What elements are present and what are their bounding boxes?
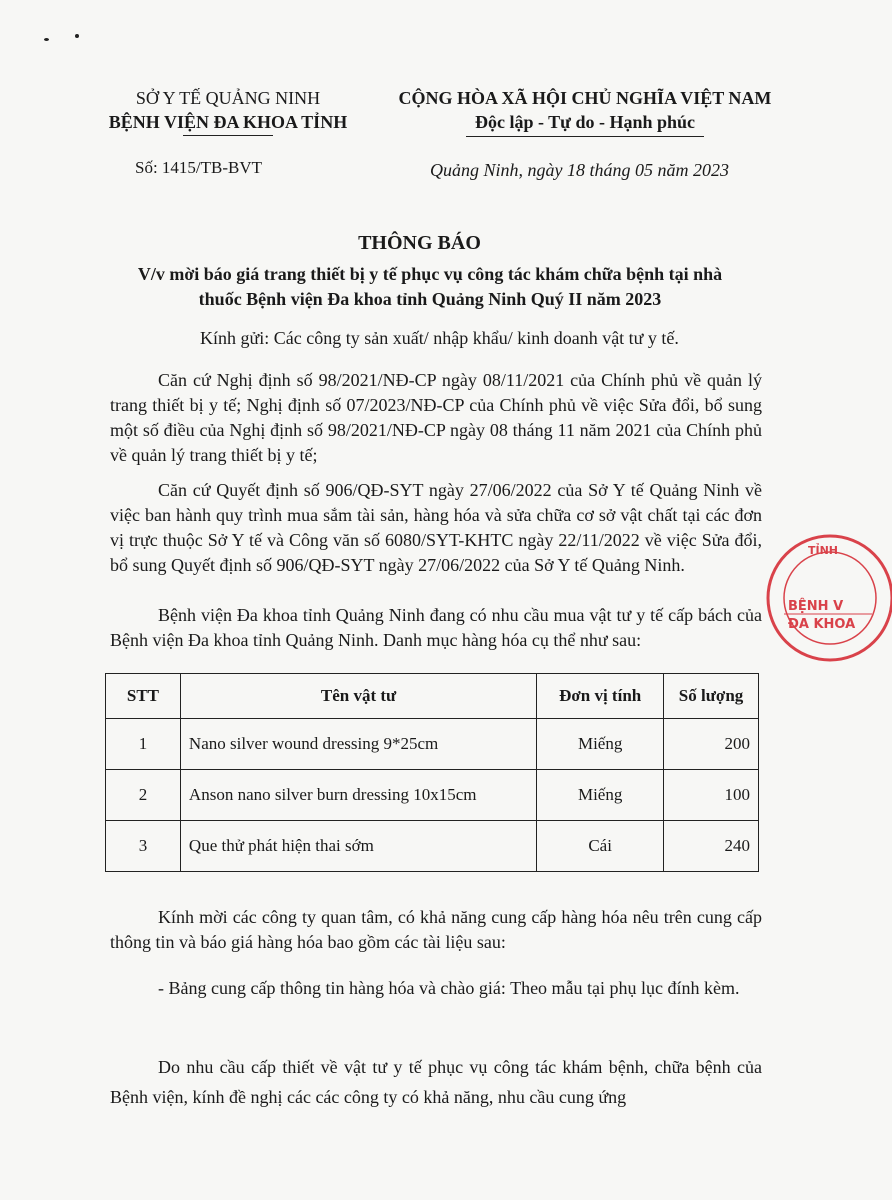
cell-unit: Miếng	[537, 770, 664, 821]
document-number: Số: 1415/TB-BVT	[135, 158, 263, 177]
document-date: Quảng Ninh, ngày 18 tháng 05 năm 2023	[430, 160, 729, 180]
stamp-text-line1: BỆNH V	[788, 599, 844, 614]
scan-mark	[44, 38, 49, 41]
paragraph-attachment: - Bảng cung cấp thông tin hàng hóa và chào giá: Theo mẫu tại phụ lục đính kèm.	[158, 978, 740, 998]
motto-underline	[466, 136, 704, 137]
scan-mark	[75, 34, 79, 38]
table-row	[106, 770, 759, 821]
stamp-text-top: TỈNH	[808, 544, 839, 557]
agency-underline	[183, 135, 273, 136]
document-subtitle: V/v mời báo giá trang thiết bị y tế phục vụ công tác khám chữa bệnh tại nhà thuốc Bệnh viện Đa khoa tỉnh Quảng Ninh Quý II năm 2023	[137, 264, 723, 309]
cell-qty: 100	[664, 770, 759, 821]
col-header-stt: STT	[106, 674, 181, 719]
cell-qty: 240	[664, 821, 759, 872]
cell-qty: 200	[664, 719, 759, 770]
cell-name: Que thử phát hiện thai sớm	[180, 821, 536, 872]
national-title: CỘNG HÒA XÃ HỘI CHỦ NGHĨA VIỆT NAM	[398, 88, 772, 108]
cell-stt: 2	[106, 770, 181, 821]
official-stamp-icon	[762, 518, 892, 678]
agency-parent: SỞ Y TẾ QUẢNG NINH	[135, 88, 321, 108]
cell-unit: Cái	[537, 821, 664, 872]
col-header-qty: Số lượng	[664, 674, 759, 719]
cell-name: Anson nano silver burn dressing 10x15cm	[180, 770, 536, 821]
col-header-name: Tên vật tư	[180, 674, 536, 719]
items-table	[105, 673, 759, 872]
table-row	[106, 821, 759, 872]
paragraph-invitation: Kính mời các công ty quan tâm, có khả năng cung cấp hàng hóa nêu trên cung cấp thông tin và báo giá hàng hóa bao gồm các tài liệu sau:	[110, 907, 762, 952]
cell-name: Nano silver wound dressing 9*25cm	[180, 719, 536, 770]
cell-stt: 3	[106, 821, 181, 872]
national-motto: Độc lập - Tự do - Hạnh phúc	[474, 112, 696, 132]
document-title: THÔNG BÁO	[358, 232, 481, 254]
agency-name: BỆNH VIỆN ĐA KHOA TỈNH	[108, 112, 348, 132]
agency-header	[88, 86, 368, 134]
paragraph-need: Bệnh viện Đa khoa tỉnh Quảng Ninh đang có nhu cầu mua vật tư y tế cấp bách của Bệnh viện Đa khoa tỉnh Quảng Ninh. Danh mục hàng hóa cụ thể như sau:	[110, 605, 762, 650]
national-header	[380, 86, 790, 134]
paragraph-legal-basis-2: Căn cứ Quyết định số 906/QĐ-SYT ngày 27/06/2022 của Sở Y tế Quảng Ninh về việc ban hành quy trình mua sắm tài sản, hàng hóa và sửa chữa cơ sở vật chất tại các đơn vị trực thuộc Sở Y tế và Công văn số 6080/SYT-KHTC ngày 22/11/2022 về việc Sửa đổi, bổ sung Quyết định số 906/QĐ-SYT ngày 27/06/2022 của Sở Y tế Quảng Ninh.	[110, 480, 762, 575]
cell-unit: Miếng	[537, 719, 664, 770]
table-row	[106, 719, 759, 770]
cell-stt: 1	[106, 719, 181, 770]
paragraph-legal-basis-1: Căn cứ Nghị định số 98/2021/NĐ-CP ngày 08/11/2021 của Chính phủ về quản lý trang thiết bị y tế; Nghị định số 07/2023/NĐ-CP của Chính phủ về việc Sửa đổi, bổ sung một số điều của Nghị định số 98/2021/NĐ-CP ngày 08 tháng 11 năm 2021 của Chính phủ về quản lý trang thiết bị y tế;	[110, 370, 762, 465]
stamp-text-line2: ĐA KHOA	[788, 617, 856, 632]
table-header-row	[106, 674, 759, 719]
paragraph-request: Do nhu cầu cấp thiết về vật tư y tế phục vụ công tác khám bệnh, chữa bệnh của Bệnh viện, kính đề nghị các các công ty có khả năng, nhu cầu cung ứng	[110, 1057, 762, 1107]
recipient-line: Kính gửi: Các công ty sản xuất/ nhập khẩu/ kinh doanh vật tư y tế.	[200, 328, 679, 348]
col-header-unit: Đơn vị tính	[537, 674, 664, 719]
